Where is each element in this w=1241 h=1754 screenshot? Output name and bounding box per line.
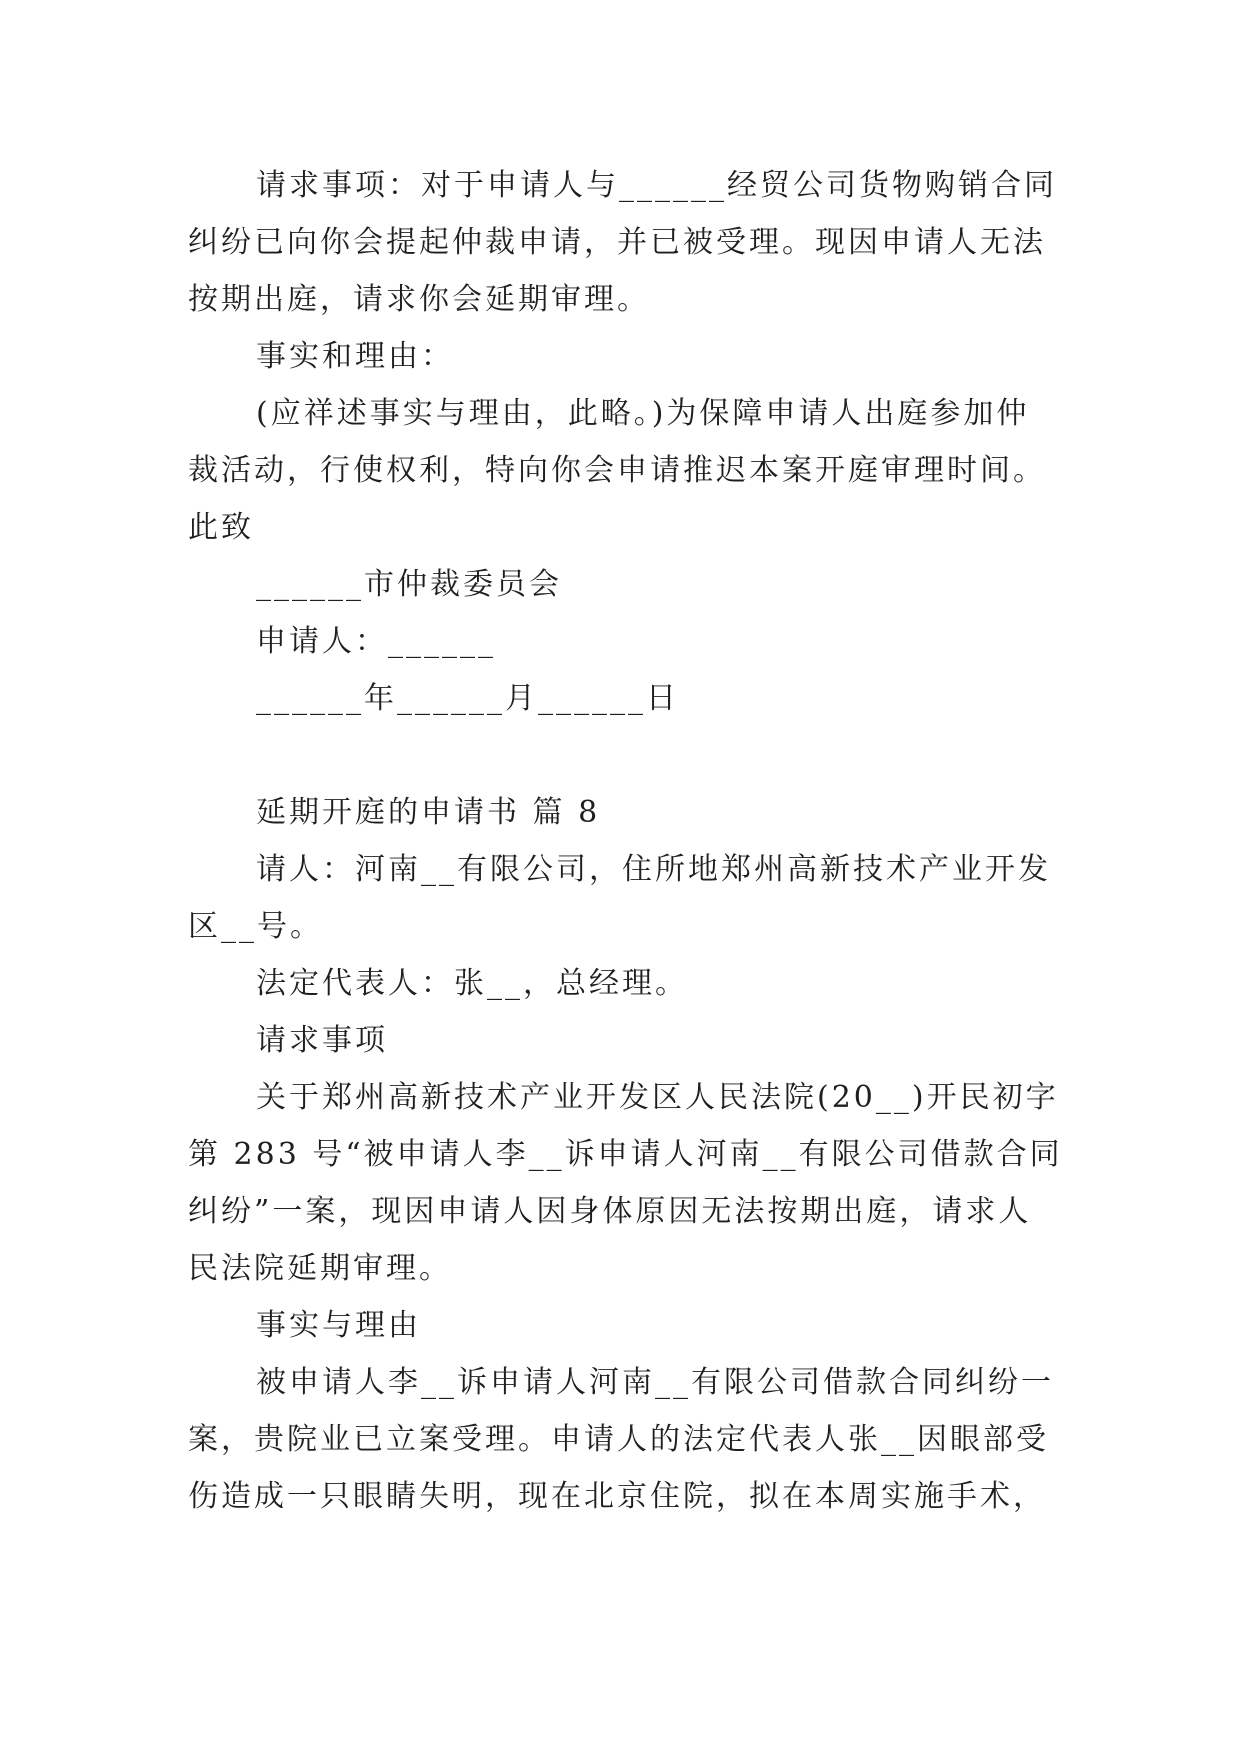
facts-paragraph-2-line: 案，贵院业已立案受理。申请人的法定代表人张__因眼部受: [188, 1422, 1049, 1457]
applicant-paragraph-line: 请人：河南__有限公司，住所地郑州高新技术产业开发: [256, 852, 1051, 887]
request-paragraph-line: 第 283 号“被申请人李__诉申请人河南__有限公司借款合同: [188, 1137, 1063, 1172]
facts-paragraph-line: (应祥述事实与理由，此略。)为保障申请人出庭参加仲: [256, 396, 1030, 431]
date-line: ______年______月______日: [256, 681, 679, 716]
facts-reasons-heading-2: 事实与理由: [256, 1308, 421, 1343]
facts-paragraph-2-line: 伤造成一只眼睛失明，现在北京住院，拟在本周实施手术，: [188, 1479, 1046, 1514]
request-paragraph-line: 纠纷”一案，现因申请人因身体原因无法按期出庭，请求人: [188, 1194, 1032, 1229]
request-paragraph-line: 关于郑州高新技术产业开发区人民法院(20__)开民初字: [256, 1080, 1059, 1115]
closing-salutation: 此致: [188, 510, 254, 545]
facts-paragraph-2-line: 被申请人李__诉申请人河南__有限公司借款合同纠纷一: [256, 1365, 1054, 1400]
section-title: 延期开庭的申请书 篇 8: [256, 795, 601, 830]
request-items-paragraph-line: 请求事项：对于申请人与______经贸公司货物购销合同: [256, 168, 1057, 203]
facts-reasons-heading: 事实和理由：: [256, 339, 454, 374]
applicant-paragraph-line: 区__号。: [188, 909, 323, 944]
legal-representative-line: 法定代表人：张__，总经理。: [256, 966, 688, 1001]
request-paragraph-line: 民法院延期审理。: [188, 1251, 452, 1286]
request-items-paragraph-line: 按期出庭，请求你会延期审理。: [188, 282, 650, 317]
recipient-line: ______市仲裁委员会: [256, 567, 562, 602]
request-items-heading: 请求事项: [256, 1023, 388, 1058]
facts-paragraph-line: 裁活动，行使权利，特向你会申请推迟本案开庭审理时间。: [188, 453, 1046, 488]
request-items-paragraph-line: 纠纷已向你会提起仲裁申请，并已被受理。现因申请人无法: [188, 225, 1046, 260]
applicant-signature-line: 申请人：______: [256, 624, 496, 659]
